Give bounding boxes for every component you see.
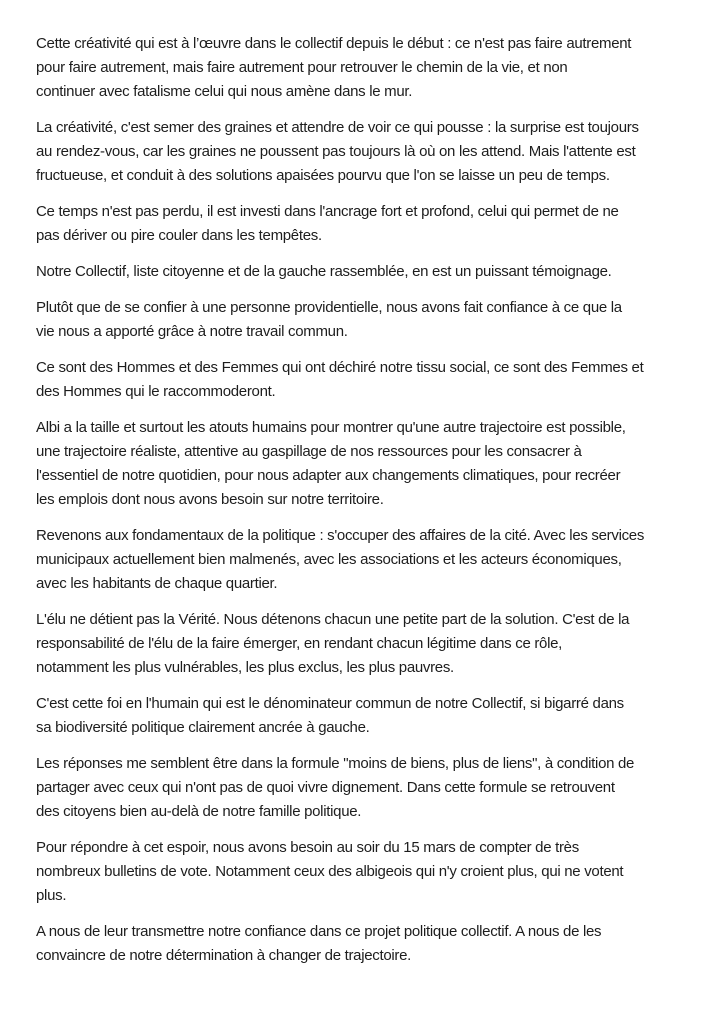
text-line: plus.: [36, 887, 67, 904]
text-line: Notre Collectif, liste citoyenne et de la gauche rassemblée, en est un puissant témoignage.: [36, 263, 612, 280]
text-line: municipaux actuellement bien malmenés, avec les associations et les acteurs économiques,: [36, 551, 622, 568]
paragraph: [36, 32, 694, 104]
text-line: sa biodiversité politique clairement ancrée à gauche.: [36, 719, 370, 736]
text-line: Ce sont des Hommes et des Femmes qui ont déchiré notre tissu social, ce sont des Femmes et: [36, 359, 644, 376]
text-line: L'élu ne détient pas la Vérité. Nous détenons chacun une petite part de la solution. C'est de la: [36, 611, 630, 628]
paragraph: [36, 692, 694, 740]
paragraph: [36, 524, 694, 596]
text-line: pas dériver ou pire couler dans les tempêtes.: [36, 227, 322, 244]
text-line: Cette créativité qui est à l’œuvre dans le collectif depuis le début : ce n'est pas faire autrement: [36, 35, 632, 52]
text-line: La créativité, c'est semer des graines et attendre de voir ce qui pousse : la surprise est toujours: [36, 119, 639, 136]
text-line: Plutôt que de se confier à une personne providentielle, nous avons fait confiance à ce que la: [36, 299, 622, 316]
text-line: continuer avec fatalisme celui qui nous amène dans le mur.: [36, 83, 413, 100]
paragraph: [36, 920, 694, 968]
paragraph: [36, 752, 694, 824]
text-line: nombreux bulletins de vote. Notamment ceux des albigeois qui n'y croient plus, qui ne votent: [36, 863, 624, 880]
paragraph: [36, 200, 694, 248]
text-line: partager avec ceux qui n'ont pas de quoi vivre dignement. Dans cette formule se retrouvent: [36, 779, 615, 796]
text-line: Albi a la taille et surtout les atouts humains pour montrer qu'une autre trajectoire est possible,: [36, 419, 626, 436]
text-line: l'essentiel de notre quotidien, pour nous adapter aux changements climatiques, pour recréer: [36, 467, 621, 484]
text-line: avec les habitants de chaque quartier.: [36, 575, 278, 592]
paragraph: [36, 356, 694, 404]
text-line: responsabilité de l'élu de la faire émerger, en rendant chacun légitime dans ce rôle,: [36, 635, 563, 652]
paragraph: [36, 296, 694, 344]
text-line: Revenons aux fondamentaux de la politique : s'occuper des affaires de la cité. Avec les services: [36, 527, 645, 544]
text-line: les emplois dont nous avons besoin sur notre territoire.: [36, 491, 384, 508]
text-line: pour faire autrement, mais faire autrement pour retrouver le chemin de la vie, et non: [36, 59, 568, 76]
text-line: notamment les plus vulnérables, les plus exclus, les plus pauvres.: [36, 659, 454, 676]
text-line: C'est cette foi en l'humain qui est le dénominateur commun de notre Collectif, si bigarré dans: [36, 695, 624, 712]
text-line: Les réponses me semblent être dans la formule "moins de biens, plus de liens", à condition de: [36, 755, 635, 772]
paragraph: [36, 608, 694, 680]
text-line: convaincre de notre détermination à changer de trajectoire.: [36, 947, 412, 964]
paragraph: [36, 836, 694, 908]
paragraph: [36, 416, 694, 512]
text-line: des citoyens bien au-delà de notre famille politique.: [36, 803, 362, 820]
text-line: des Hommes qui le raccommoderont.: [36, 383, 276, 400]
text-line: Ce temps n'est pas perdu, il est investi dans l'ancrage fort et profond, celui qui permet de ne: [36, 203, 619, 220]
text-line: vie nous a apporté grâce à notre travail commun.: [36, 323, 348, 340]
text-line: A nous de leur transmettre notre confiance dans ce projet politique collectif. A nous de les: [36, 923, 602, 940]
paragraph: [36, 260, 694, 284]
paragraph: [36, 116, 694, 188]
text-line: une trajectoire réaliste, attentive au gaspillage de nos ressources pour les consacrer à: [36, 443, 582, 460]
text-line: fructueuse, et conduit à des solutions apaisées pourvu que l'on se laisse un peu de temps.: [36, 167, 610, 184]
text-line: Pour répondre à cet espoir, nous avons besoin au soir du 15 mars de compter de très: [36, 839, 579, 856]
text-line: au rendez-vous, car les graines ne poussent pas toujours là où on les attend. Mais l'attente est: [36, 143, 636, 160]
document-body: [36, 32, 694, 968]
